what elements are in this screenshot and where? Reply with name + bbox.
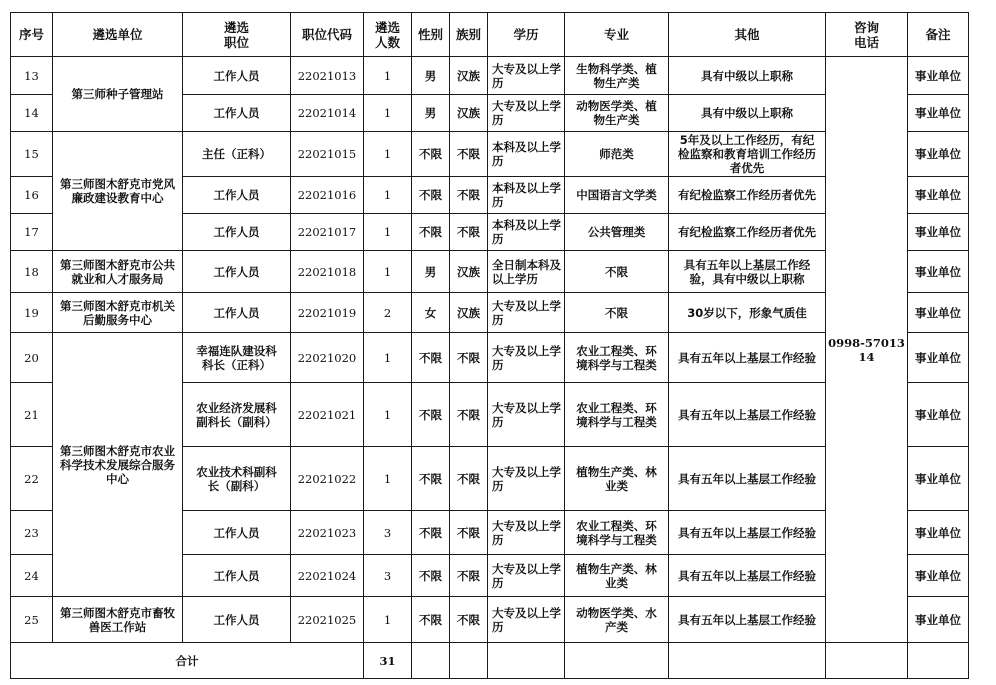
row-gender: 男 <box>412 57 450 95</box>
row-seq: 25 <box>11 597 53 643</box>
row-ethnicity: 不限 <box>450 214 488 251</box>
header-code: 职位代码 <box>291 13 364 57</box>
row-seq: 20 <box>11 333 53 383</box>
row-major: 生物科学类、植物生产类 <box>565 57 669 95</box>
row-education: 大专及以上学历 <box>488 293 565 333</box>
row-seq: 13 <box>11 57 53 95</box>
row-code: 22021015 <box>291 132 364 177</box>
row-ethnicity: 不限 <box>450 333 488 383</box>
row-position: 工作人员 <box>183 511 291 555</box>
row-education: 大专及以上学历 <box>488 95 565 132</box>
row-position: 幸福连队建设科科长（正科） <box>183 333 291 383</box>
row-major: 植物生产类、林业类 <box>565 447 669 511</box>
row-education: 本科及以上学历 <box>488 214 565 251</box>
row-seq: 24 <box>11 555 53 597</box>
row-major: 不限 <box>565 251 669 293</box>
row-code: 22021013 <box>291 57 364 95</box>
row-position: 工作人员 <box>183 95 291 132</box>
recruitment-table <box>10 12 969 679</box>
header-ethnicity: 族别 <box>450 13 488 57</box>
row-ethnicity: 汉族 <box>450 95 488 132</box>
row-major: 农业工程类、环境科学与工程类 <box>565 333 669 383</box>
row-remark: 事业单位 <box>908 132 969 177</box>
row-gender: 不限 <box>412 383 450 447</box>
header-gender: 性别 <box>412 13 450 57</box>
row-other: 具有五年以上基层工作经验，具有中级以上职称 <box>669 251 826 293</box>
row-ethnicity: 不限 <box>450 132 488 177</box>
phone-number: 0998-5701314 <box>826 57 908 643</box>
row-seq: 17 <box>11 214 53 251</box>
row-ethnicity: 不限 <box>450 511 488 555</box>
header-other: 其他 <box>669 13 826 57</box>
row-gender: 不限 <box>412 214 450 251</box>
row-code: 22021020 <box>291 333 364 383</box>
row-other: 具有五年以上基层工作经验 <box>669 511 826 555</box>
row-position: 农业技术科副科长（副科） <box>183 447 291 511</box>
row-gender: 不限 <box>412 511 450 555</box>
row-gender: 不限 <box>412 177 450 214</box>
row-count: 1 <box>364 95 412 132</box>
unit-name: 第三师图木舒克市公共就业和人才服务局 <box>53 251 183 293</box>
row-code: 22021014 <box>291 95 364 132</box>
row-seq: 19 <box>11 293 53 333</box>
row-major: 农业工程类、环境科学与工程类 <box>565 383 669 447</box>
row-count: 1 <box>364 214 412 251</box>
row-position: 主任（正科） <box>183 132 291 177</box>
row-other: 有纪检监察工作经历者优先 <box>669 214 826 251</box>
row-remark: 事业单位 <box>908 293 969 333</box>
row-remark: 事业单位 <box>908 177 969 214</box>
row-seq: 18 <box>11 251 53 293</box>
row-education: 大专及以上学历 <box>488 333 565 383</box>
row-count: 1 <box>364 597 412 643</box>
row-code: 22021019 <box>291 293 364 333</box>
row-count: 2 <box>364 293 412 333</box>
row-other: 具有五年以上基层工作经验 <box>669 383 826 447</box>
row-major: 中国语言文学类 <box>565 177 669 214</box>
unit-name: 第三师图木舒克市畜牧兽医工作站 <box>53 597 183 643</box>
row-gender: 不限 <box>412 555 450 597</box>
row-ethnicity: 汉族 <box>450 251 488 293</box>
total-label: 合计 <box>11 643 364 679</box>
row-count: 1 <box>364 383 412 447</box>
row-major: 动物医学类、水产类 <box>565 597 669 643</box>
table-row <box>11 293 969 333</box>
row-count: 1 <box>364 251 412 293</box>
header-position: 遴选 职位 <box>183 13 291 57</box>
row-position: 工作人员 <box>183 555 291 597</box>
row-position: 工作人员 <box>183 251 291 293</box>
header-row <box>11 13 969 57</box>
row-seq: 23 <box>11 511 53 555</box>
recruitment-table-container <box>10 12 969 679</box>
row-count: 3 <box>364 555 412 597</box>
row-ethnicity: 不限 <box>450 383 488 447</box>
row-code: 22021025 <box>291 597 364 643</box>
row-remark: 事业单位 <box>908 251 969 293</box>
row-code: 22021017 <box>291 214 364 251</box>
header-remark: 备注 <box>908 13 969 57</box>
row-gender: 男 <box>412 251 450 293</box>
row-seq: 22 <box>11 447 53 511</box>
row-seq: 16 <box>11 177 53 214</box>
row-other: 具有中级以上职称 <box>669 95 826 132</box>
row-education: 大专及以上学历 <box>488 555 565 597</box>
row-education: 本科及以上学历 <box>488 177 565 214</box>
row-count: 3 <box>364 511 412 555</box>
row-ethnicity: 不限 <box>450 555 488 597</box>
row-remark: 事业单位 <box>908 333 969 383</box>
table-row <box>11 333 969 383</box>
row-gender: 不限 <box>412 597 450 643</box>
header-seq: 序号 <box>11 13 53 57</box>
header-count: 遴选 人数 <box>364 13 412 57</box>
row-remark: 事业单位 <box>908 383 969 447</box>
row-education: 大专及以上学历 <box>488 597 565 643</box>
row-remark: 事业单位 <box>908 447 969 511</box>
row-education: 大专及以上学历 <box>488 447 565 511</box>
row-code: 22021016 <box>291 177 364 214</box>
row-position: 农业经济发展科副科长（副科） <box>183 383 291 447</box>
table-row <box>11 251 969 293</box>
row-position: 工作人员 <box>183 597 291 643</box>
row-other: 有纪检监察工作经历者优先 <box>669 177 826 214</box>
unit-name: 第三师图木舒克市党风廉政建设教育中心 <box>53 132 183 251</box>
unit-name: 第三师种子管理站 <box>53 57 183 132</box>
row-gender: 男 <box>412 95 450 132</box>
header-phone: 咨询 电话 <box>826 13 908 57</box>
row-ethnicity: 不限 <box>450 447 488 511</box>
total-count: 31 <box>364 643 412 679</box>
row-remark: 事业单位 <box>908 57 969 95</box>
row-gender: 不限 <box>412 132 450 177</box>
row-gender: 不限 <box>412 447 450 511</box>
row-major: 植物生产类、林业类 <box>565 555 669 597</box>
row-major: 农业工程类、环境科学与工程类 <box>565 511 669 555</box>
row-major: 不限 <box>565 293 669 333</box>
total-row <box>11 643 969 679</box>
row-other: 具有中级以上职称 <box>669 57 826 95</box>
row-code: 22021024 <box>291 555 364 597</box>
row-seq: 15 <box>11 132 53 177</box>
row-code: 22021023 <box>291 511 364 555</box>
row-position: 工作人员 <box>183 293 291 333</box>
row-other: 30岁以下，形象气质佳 <box>669 293 826 333</box>
row-other: 具有五年以上基层工作经验 <box>669 555 826 597</box>
row-education: 本科及以上学历 <box>488 132 565 177</box>
row-education: 大专及以上学历 <box>488 57 565 95</box>
row-remark: 事业单位 <box>908 511 969 555</box>
row-count: 1 <box>364 177 412 214</box>
row-remark: 事业单位 <box>908 214 969 251</box>
row-gender: 女 <box>412 293 450 333</box>
row-count: 1 <box>364 57 412 95</box>
unit-name: 第三师图木舒克市农业科学技术发展综合服务中心 <box>53 333 183 597</box>
header-major: 专业 <box>565 13 669 57</box>
row-code: 22021021 <box>291 383 364 447</box>
row-other: 具有五年以上基层工作经验 <box>669 333 826 383</box>
row-other: 5年及以上工作经历，有纪检监察和教育培训工作经历者优先 <box>669 132 826 177</box>
header-unit: 遴选单位 <box>53 13 183 57</box>
table-row <box>11 57 969 95</box>
row-code: 22021018 <box>291 251 364 293</box>
row-other: 具有五年以上基层工作经验 <box>669 597 826 643</box>
row-remark: 事业单位 <box>908 95 969 132</box>
row-major: 师范类 <box>565 132 669 177</box>
table-row <box>11 132 969 177</box>
row-gender: 不限 <box>412 333 450 383</box>
row-seq: 14 <box>11 95 53 132</box>
row-code: 22021022 <box>291 447 364 511</box>
row-ethnicity: 汉族 <box>450 293 488 333</box>
row-education: 全日制本科及以上学历 <box>488 251 565 293</box>
row-count: 1 <box>364 132 412 177</box>
row-count: 1 <box>364 333 412 383</box>
header-education: 学历 <box>488 13 565 57</box>
row-education: 大专及以上学历 <box>488 511 565 555</box>
row-position: 工作人员 <box>183 214 291 251</box>
row-other: 具有五年以上基层工作经验 <box>669 447 826 511</box>
table-row <box>11 597 969 643</box>
row-remark: 事业单位 <box>908 555 969 597</box>
row-education: 大专及以上学历 <box>488 383 565 447</box>
row-major: 公共管理类 <box>565 214 669 251</box>
row-remark: 事业单位 <box>908 597 969 643</box>
row-ethnicity: 不限 <box>450 597 488 643</box>
row-ethnicity: 汉族 <box>450 57 488 95</box>
row-position: 工作人员 <box>183 57 291 95</box>
row-position: 工作人员 <box>183 177 291 214</box>
row-count: 1 <box>364 447 412 511</box>
row-ethnicity: 不限 <box>450 177 488 214</box>
row-major: 动物医学类、植物生产类 <box>565 95 669 132</box>
unit-name: 第三师图木舒克市机关后勤服务中心 <box>53 293 183 333</box>
row-seq: 21 <box>11 383 53 447</box>
